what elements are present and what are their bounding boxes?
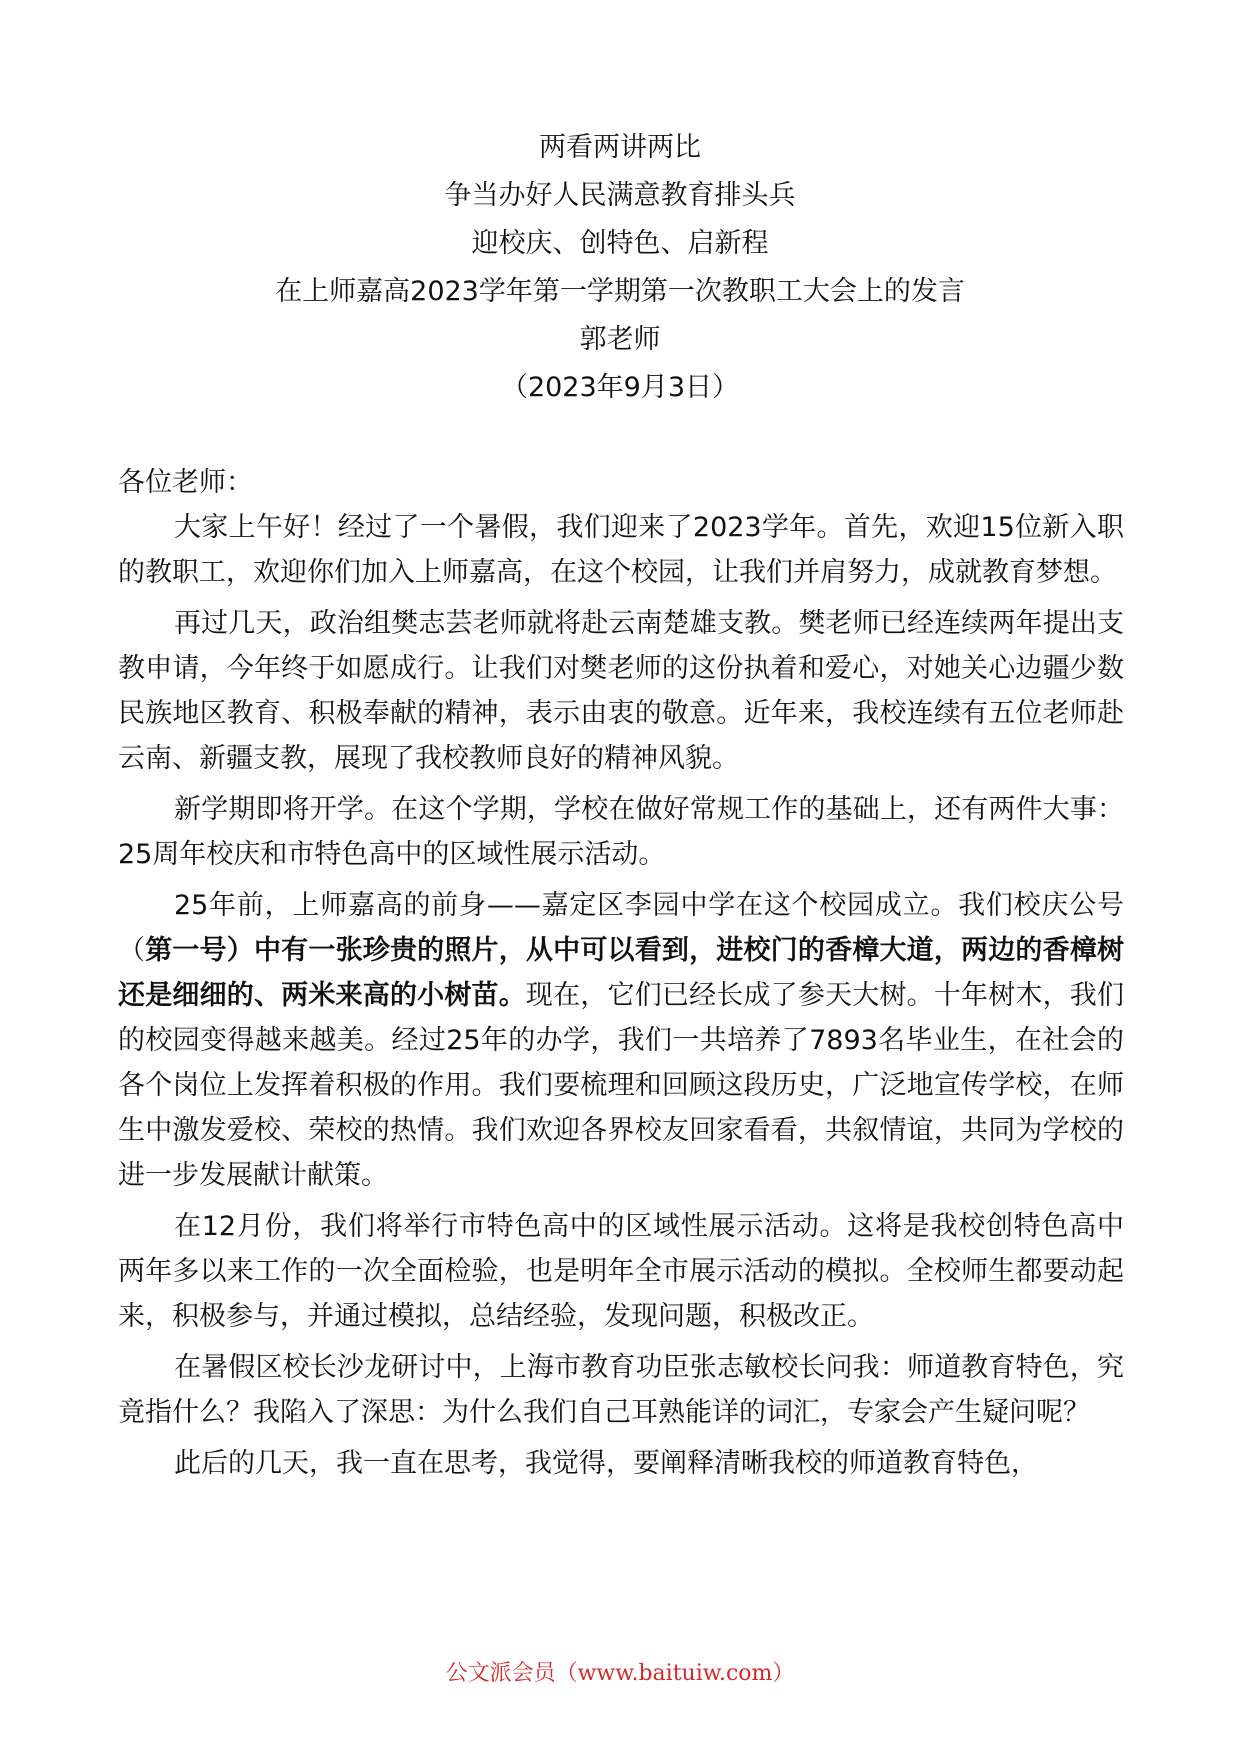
title-line-3: 迎校庆、创特色、启新程: [471, 228, 769, 259]
title-block: [0, 124, 1240, 412]
paragraph-5: 在12月份，我们将举行市特色高中的区域性展示活动。这将是我校创特色高中两年多以来工作的一次全面检验，也是明年全市展示活动的模拟。全校师生都要动起来，积极参与，并通过模拟，总结经验，发现问题，积极改正。: [118, 1211, 1124, 1332]
body-text: [118, 460, 1124, 1492]
title-line-2: 争当办好人民满意教育排头兵: [444, 180, 796, 211]
paragraph-2: 再过几天，政治组樊志芸老师就将赴云南楚雄支教。樊老师已经连续两年提出支教申请，今年终于如愿成行。让我们对樊老师的这份执着和爱心，对她关心边疆少数民族地区教育、积极奉献的精神，表示由衷的敬意。近年来，我校连续有五位老师赴云南、新疆支教，展现了我校教师良好的精神风貌。: [118, 608, 1124, 774]
paragraph-6: 在暑假区校长沙龙研讨中，上海市教育功臣张志敏校长问我：师道教育特色，究竟指什么？我陷入了深思：为什么我们自己耳熟能详的词汇，专家会产生疑问呢？: [118, 1352, 1124, 1428]
paragraph-4: [118, 883, 1124, 1198]
author-line: 郭老师: [579, 324, 661, 355]
date-line: （2023年9月3日）: [500, 372, 740, 403]
paragraph-4-rest: 现在，它们已经长成了参天大树。十年树木，我们的校园变得越来越美。经过25年的办学，我们一共培养了7893名毕业生，在社会的各个岗位上发挥着积极的作用。我们要梳理和回顾这段历史，广泛地宣传学校，在师生中激发爱校、荣校的热情。我们欢迎各界校友回家看看，共叙情谊，共同为学校的进一步发展献计献策。: [118, 980, 1125, 1191]
paragraph-4-lead: 25年前，上师嘉高的前身——嘉定区李园中学在这个校园成立。我们校庆公号（: [118, 890, 1124, 966]
paragraph-1: 大家上午好！经过了一个暑假，我们迎来了2023学年。首先，欢迎15位新入职的教职工，欢迎你们加入上师嘉高，在这个校园，让我们并肩努力，成就教育梦想。: [118, 512, 1124, 588]
title-line-4: 在上师嘉高2023学年第一学期第一次教职工大会上的发言: [275, 276, 965, 307]
paragraph-7: 此后的几天，我一直在思考，我觉得，要阐释清晰我校的师道教育特色，: [174, 1448, 1038, 1479]
paragraph-4-bold: 第一号）中有一张珍贵的照片，从中可以看到，进校门的香樟大道，两边的香樟树还是细细的、两米来高的小树苗。: [118, 935, 1125, 1011]
footer-watermark: 公文派会员（www.baituiw.com）: [445, 1661, 795, 1686]
paragraph-3: 新学期即将开学。在这个学期，学校在做好常规工作的基础上，还有两件大事：25周年校庆和市特色高中的区域性展示活动。: [118, 794, 1124, 870]
title-line-1: 两看两讲两比: [539, 132, 701, 163]
salutation: 各位老师：: [118, 467, 253, 498]
